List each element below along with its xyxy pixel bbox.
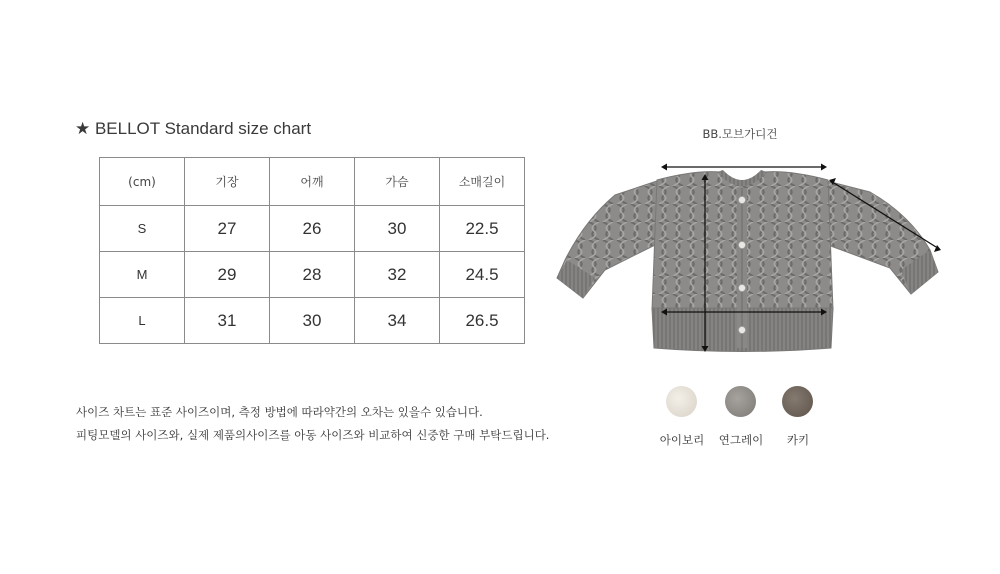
table-row	[100, 298, 525, 344]
header-chest: 가슴	[355, 158, 440, 206]
table-header-row	[100, 158, 525, 206]
size-label: M	[100, 252, 185, 298]
note-line: 피팅모델의 사이즈와, 실제 제품의사이즈를 아동 사이즈와 비교하여 신중한 구매 부탁드립니다.	[76, 428, 550, 442]
color-swatch-khaki	[782, 386, 813, 417]
header-unit: (cm)	[100, 158, 185, 206]
table-row	[100, 252, 525, 298]
header-shoulder: 어깨	[270, 158, 355, 206]
table-cell: 34	[355, 298, 440, 344]
header-length: 기장	[185, 158, 270, 206]
table-cell: 28	[270, 252, 355, 298]
table-cell: 27	[185, 206, 270, 252]
color-label-ivory: 아이보리	[659, 433, 705, 447]
color-swatch-ivory	[666, 386, 697, 417]
table-cell: 22.5	[440, 206, 525, 252]
note-line: 사이즈 차트는 표준 사이즈이며, 측정 방법에 따라약간의 오차는 있을수 있습니다.	[76, 405, 483, 419]
table-cell: 26	[270, 206, 355, 252]
table-cell: 30	[270, 298, 355, 344]
size-label: S	[100, 206, 185, 252]
table-cell: 32	[355, 252, 440, 298]
table-row	[100, 206, 525, 252]
size-notes	[76, 401, 549, 447]
color-label-light-gray: 연그레이	[718, 433, 764, 447]
size-label: L	[100, 298, 185, 344]
header-sleeve: 소매길이	[440, 158, 525, 206]
table-cell: 31	[185, 298, 270, 344]
table-cell: 30	[355, 206, 440, 252]
cardigan-image	[545, 150, 950, 365]
color-swatch-light-gray	[725, 386, 756, 417]
size-table	[99, 157, 525, 344]
size-chart-title: ★ BELLOT Standard size chart	[75, 119, 312, 138]
table-cell: 29	[185, 252, 270, 298]
product-name: BB.모브가디건	[702, 127, 778, 141]
color-label-khaki: 카키	[786, 433, 810, 447]
table-cell: 26.5	[440, 298, 525, 344]
table-cell: 24.5	[440, 252, 525, 298]
